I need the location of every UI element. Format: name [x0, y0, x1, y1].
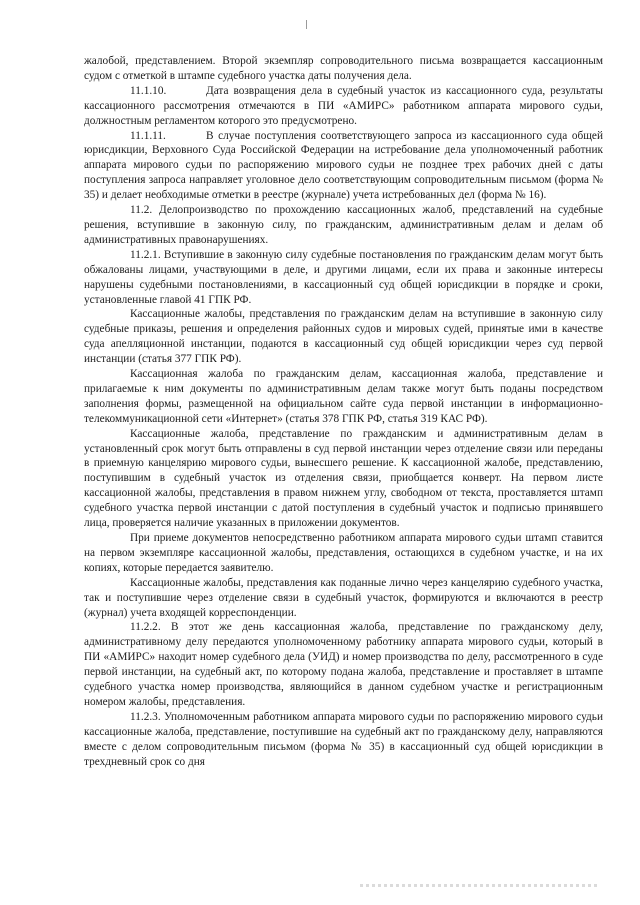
clause-text: В случае поступления соответствующего запроса из кассационного суда общей юрисдикции, Верховного Суда Российской Федерации на истребование дела уполномоченный работник аппарата мирового судьи по распоряжению мирового судьи не позднее трех рабочих дней с даты поступления запроса направляет уголовное дело соответствующим сопроводительным письмом (форма № 35) и делает необходимые отметки в реестре (журнале) учета истребованных дел (форма № 16). [84, 129, 603, 202]
paragraph: 11.2.2. В этот же день кассационная жалоба, представление по гражданскому делу, административному делу передаются уполномоченному работнику аппарата мирового судьи, который в ПИ «АМИРС» находит номер судебного дела (УИД) и номер производства по делу, рассмотренного в суде первой инстанции, на судебный акт, по которому подана жалоба, представление и проставляет в штампе судебного участка номер производства, являющийся в данном судебном участке и регистрационным номером жалобы, представления. [84, 621, 603, 708]
paragraph-numbered [84, 84, 603, 129]
scan-artifact [360, 884, 600, 887]
paragraph: При приеме документов непосредственно работником аппарата мирового судьи штамп ставится на первом экземпляре кассационной жалобы, представления, остающихся в судебном участке, и на их копиях, которые передается заявителю. [84, 532, 603, 574]
paragraph-numbered [84, 129, 603, 204]
paragraph: 11.2. Делопроизводство по прохождению кассационных жалоб, представлений на судебные решения, вступившие в законную силу, по гражданским, административным делам и делам об административных правонарушениях. [84, 204, 603, 246]
clause-text: Дата возвращения дела в судебный участок из кассационного суда, результаты кассационного рассмотрения отмечаются в ПИ «АМИРС» работником аппарата мирового судьи, должностным регламентом которого это предусмотрено. [84, 84, 603, 127]
paragraph: Кассационные жалоба, представление по гражданским и административным делам в установленный срок могут быть отправлены в суд первой инстанции через отделение связи или переданы в приемную канцелярию мирового судьи, вынесшего решение. К кассационной жалобе, представлению, поступившим в судебный участок из отделения связи, приобщается конверт. На первом листе кассационной жалобы, представления в правом нижнем углу, свободном от текста, проставляется штамп судебного участка первой инстанции с датой поступления в судебный участок и подписью принявшего лица, проверяется наличие указанных в приложении документов. [84, 427, 603, 530]
clause-number: 11.1.11. [130, 129, 166, 142]
paragraph: Кассационные жалобы, представления по гражданским делам на вступившие в законную силу судебные приказы, решения и определения районных судов и мировых судей, принятые ими в качестве суда апелляционной инстанции, подаются в кассационный суд общей юрисдикции через суд первой инстанции (статья 377 ГПК РФ). [84, 308, 603, 366]
paragraph: 11.2.3. Уполномоченным работником аппарата мирового судьи по распоряжению мирового судьи кассационные жалоба, представление, поступившие на судебный акт по гражданскому делу, направляются вместе с делом сопроводительным письмом (форма № 35) в кассационный суд общей юрисдикции в трехдневный срок со дня [84, 710, 603, 768]
paragraph: 11.2.1. Вступившие в законную силу судебные постановления по гражданским делам могут быть обжалованы лицами, участвующими в деле, и другими лицами, если их права и законные интересы нарушены судебными постановлениями, в кассационный суд общей юрисдикции в порядке и сроки, установленные главой 41 ГПК РФ. [84, 248, 603, 306]
scan-mark [306, 20, 307, 29]
clause-number: 11.1.10. [130, 84, 167, 97]
paragraph: Кассационная жалоба по гражданским делам, кассационная жалоба, представление и прилагаемые к ним документы по административным делам также могут быть поданы посредством заполнения формы, размещенной на официальном сайте суда первой инстанции в информационно-телекоммуникационной сети «Интернет» (статья 378 ГПК РФ, статья 319 КАС РФ). [84, 368, 603, 425]
document-body [84, 54, 603, 770]
paragraph: жалобой, представлением. Второй экземпляр сопроводительного письма возвращается кассационным судом с отметкой в штампе судебного участка даты получения дела. [84, 55, 603, 82]
paragraph: Кассационные жалобы, представления как поданные лично через канцелярию судебного участка, так и поступившие через отделение связи в судебный участок, формируются и включаются в реестр (журнал) учета входящей корреспонденции. [84, 576, 603, 619]
